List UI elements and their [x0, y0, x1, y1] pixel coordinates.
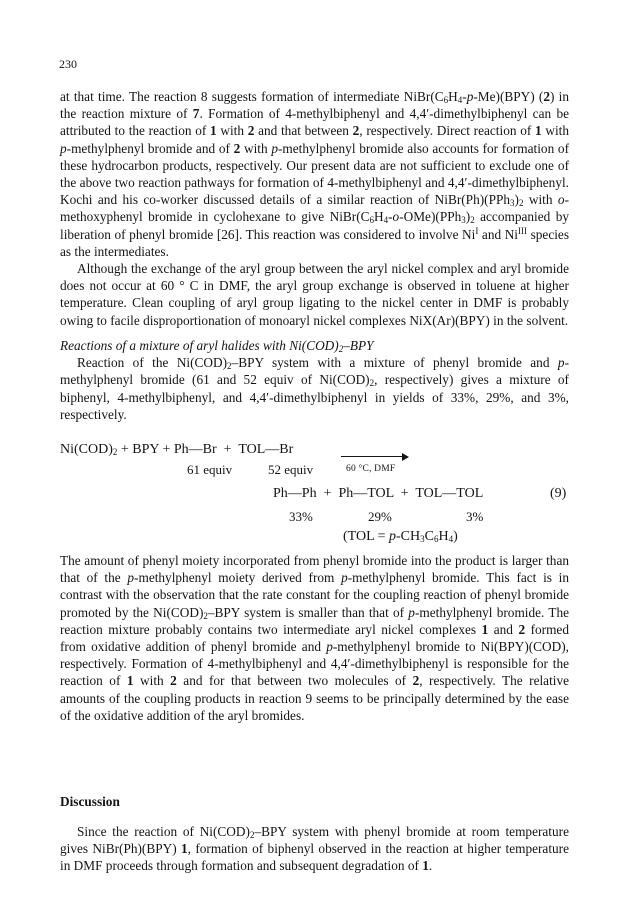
- amount-phenyl-bromide: 61 equiv: [187, 462, 233, 477]
- yield-biphenyl: 33%: [289, 509, 313, 524]
- paragraph-phenyl-moiety: The amount of phenyl moiety incorporated from phenyl bromide into the product is larger than that of the p-methylphenyl moiety derived from p-methylphenyl bromide. This fact is in contrast with the observation that the rate constant for the coupling reaction of phenyl bromide promoted by the $Ni(COD)_2$–BPY system is smaller than that of p-methylphenyl bromide. The reaction mixture probably contains two intermediate aryl nickel complexes 1 and 2 formed from oxidative addition of phenyl bromide and p-methylphenyl bromide to Ni(BPY)(COD), respectively. Formation of 4-methylbiphenyl and 4,4′-dimethylbiphenyl is responsible for the reaction of 1 with 2 and for that between two molecules of 2, respectively. The relative amounts of the coupling products in reaction 9 seems to be principally determined by the ease of the oxidative addition of the aryl bromides.: [60, 553, 570, 723]
- body-text-block-3: [60, 552, 569, 724]
- reaction-conditions: 60 °C, DMF: [346, 464, 396, 474]
- yield-dimethylbiphenyl: 3%: [466, 509, 484, 524]
- body-text-block-4: [60, 823, 569, 875]
- section-heading-discussion: Discussion: [60, 794, 120, 809]
- equation-reactants: $Ni(COD)_2$ + BPY + Ph—Br + TOL—Br: [60, 442, 294, 457]
- paragraph-aryl-exchange: Although the exchange of the aryl group between the aryl nickel complex and aryl bromide does not occur at 60 ° C in DMF, the aryl group exchange is observed in toluene at higher temperature. Clean coupling of aryl group ligating to the nickel center in DMF is probably owing to facile disproportionation of monoaryl nickel complexes NiX(Ar)(BPY) in the solvent.: [60, 261, 569, 328]
- subsection-heading: Reactions of a mixture of aryl halides with $Ni(COD)_2$–BPY: [60, 338, 374, 354]
- body-text-block-2: [60, 337, 569, 423]
- yield-methylbiphenyl: 29%: [368, 509, 392, 524]
- paragraph-mixture-reaction: Reaction of the $Ni(COD)_2$–BPY system with a mixture of phenyl bromide and p-methylphenyl bromide (61 and 52 equiv of $Ni(COD)_2$, respectively) gives a mixture of biphenyl, 4-methylbiphenyl, and 4,4′-dimethylbiphenyl in yields of 33%, 29%, and 3%, respectively.: [60, 355, 569, 422]
- tol-definition: $(TOL = p-CH_3C_6H_4)$: [343, 529, 458, 544]
- paragraph-discussion: Since the reaction of $Ni(COD)_2$–BPY system with phenyl bromide at room temperature gives NiBr(Ph)(BPY) 1, formation of biphenyl observed in the reaction at higher temperature in DMF proceeds through formation and subsequent degradation of 1.: [60, 824, 570, 874]
- page-number: 230: [59, 57, 77, 71]
- paragraph-reaction-8: at that time. The reaction 8 suggests formation of intermediate $NiBr(C_6H_4-p-Me)(BPY)$ (2) in the reaction mixture of 7. Formation of 4-methylbiphenyl and 4,4′-dimethylbiphenyl can be attributed to the reaction of 1 with 2 and that between 2, respectively. Direct reaction of 1 with p-methylphenyl bromide and of 2 with p-methylphenyl bromide also accounts for formation of these hydrocarbon products, respectively. Our present data are not sufficient to exclude one of the above two reaction pathways for formation of 4-methylbiphenyl and 4,4′-dimethylbiphenyl. Kochi and his co-worker discussed details of a similar reaction of $NiBr(Ph)(PPh_3)_2$ with o-methoxyphenyl bromide in cyclohexane to give $NiBr(C_6H_4-o-OMe)(PPh_3)_2$ accompanied by liberation of phenyl bromide [26]. This reaction was considered to involve $Ni^I$ and $Ni^{III}$ species as the intermediates.: [60, 89, 570, 259]
- amount-tolyl-bromide: 52 equiv: [268, 462, 314, 477]
- equation-number: (9): [550, 486, 567, 501]
- reaction-arrow: [341, 453, 409, 461]
- equation-products: Ph—Ph + Ph—TOL + TOL—TOL: [273, 486, 484, 501]
- body-text-block-1: [60, 88, 569, 329]
